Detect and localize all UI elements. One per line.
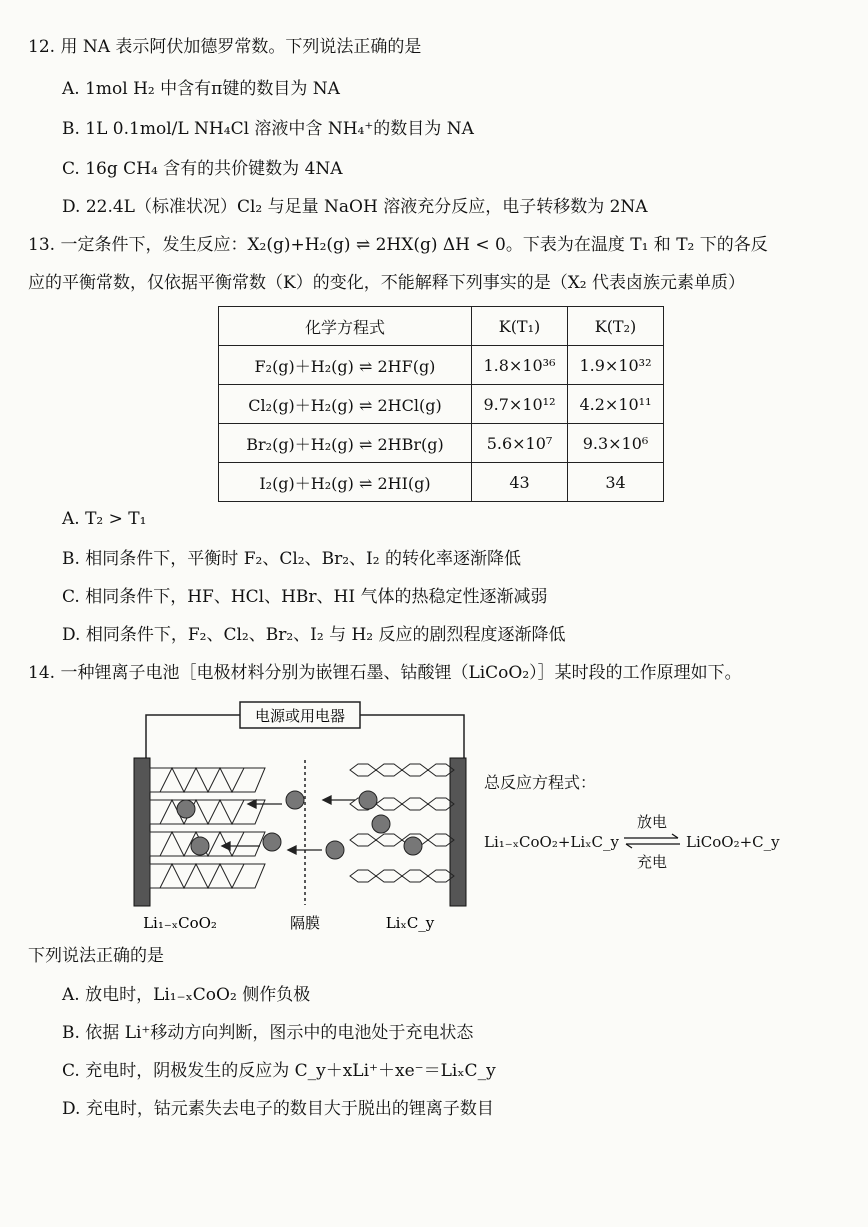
table-cell: 34 bbox=[568, 463, 664, 502]
battery-diagram bbox=[120, 700, 480, 935]
table-cell: 1.9×10³² bbox=[568, 346, 664, 385]
table-cell: F₂(g)＋H₂(g) ⇌ 2HF(g) bbox=[219, 346, 472, 385]
power-source-label: 电源或用电器 bbox=[254, 707, 346, 725]
table-cell: 9.7×10¹² bbox=[472, 385, 568, 424]
lixcy-label: LiₓC_y bbox=[385, 914, 435, 932]
table-cell: 4.2×10¹¹ bbox=[568, 385, 664, 424]
q12-option-b: B. 1L 0.1mol/L NH₄Cl 溶液中含 NH₄⁺的数目为 NA bbox=[62, 119, 474, 139]
q14-option-d: D. 充电时，钴元素失去电子的数目大于脱出的锂离子数目 bbox=[62, 1099, 494, 1119]
q12-option-d: D. 22.4L（标准状况）Cl₂ 与足量 NaOH 溶液充分反应，电子转移数为 2NA bbox=[62, 197, 648, 217]
table-header: K(T₁) bbox=[472, 307, 568, 346]
q12-option-a: A. 1mol H₂ 中含有π键的数目为 NA bbox=[62, 79, 340, 99]
separator-label: 隔膜 bbox=[289, 914, 321, 932]
q12-stem: 12. 用 NA 表示阿伏加德罗常数。下列说法正确的是 bbox=[28, 37, 422, 57]
table-cell: Cl₂(g)＋H₂(g) ⇌ 2HCl(g) bbox=[219, 385, 472, 424]
table-row bbox=[219, 385, 664, 424]
q14-option-a: A. 放电时，Li₁₋ₓCoO₂ 侧作负极 bbox=[62, 985, 311, 1005]
table-cell: I₂(g)＋H₂(g) ⇌ 2HI(g) bbox=[219, 463, 472, 502]
table-cell: Br₂(g)＋H₂(g) ⇌ 2HBr(g) bbox=[219, 424, 472, 463]
table-header: K(T₂) bbox=[568, 307, 664, 346]
q14-stem: 14. 一种锂离子电池［电极材料分别为嵌锂石墨、钴酸锂（LiCoO₂）］某时段的工作原理如下。 bbox=[28, 663, 742, 683]
left-electrode bbox=[134, 758, 150, 906]
licoo2-label: Li₁₋ₓCoO₂ bbox=[143, 914, 217, 932]
q13-option-a: A. T₂ > T₁ bbox=[62, 509, 147, 529]
q13-stem-line2: 应的平衡常数，仅依据平衡常数（K）的变化，不能解释下列事实的是（X₂ 代表卤族元素单质） bbox=[28, 273, 746, 293]
reversible-arrow-icon bbox=[622, 833, 682, 849]
table-cell: 5.6×10⁷ bbox=[472, 424, 568, 463]
discharge-label: 放电 bbox=[636, 813, 667, 831]
q13-option-b: B. 相同条件下，平衡时 F₂、Cl₂、Br₂、I₂ 的转化率逐渐降低 bbox=[62, 549, 521, 569]
right-electrode bbox=[450, 758, 466, 906]
table-row bbox=[219, 424, 664, 463]
table-cell: 1.8×10³⁶ bbox=[472, 346, 568, 385]
lithium-ions bbox=[177, 791, 422, 859]
q14-prompt: 下列说法正确的是 bbox=[28, 946, 164, 966]
total-reaction-title: 总反应方程式： bbox=[484, 773, 597, 792]
q13-option-c: C. 相同条件下，HF、HCl、HBr、HI 气体的热稳定性逐渐减弱 bbox=[62, 587, 548, 607]
total-reaction bbox=[484, 770, 854, 871]
q14-option-c: C. 充电时，阴极发生的反应为 C_y＋xLi⁺＋xe⁻＝LiₓC_y bbox=[62, 1061, 496, 1081]
q14-option-b: B. 依据 Li⁺移动方向判断，图示中的电池处于充电状态 bbox=[62, 1023, 474, 1043]
graphite-layers bbox=[350, 764, 454, 882]
table-header: 化学方程式 bbox=[219, 307, 472, 346]
table-cell: 43 bbox=[472, 463, 568, 502]
equilibrium-constant-table bbox=[218, 306, 664, 502]
table-row bbox=[219, 463, 664, 502]
q13-stem-line1: 13. 一定条件下，发生反应：X₂(g)+H₂(g) ⇌ 2HX(g) ΔH < 0。下表为在温度 T₁ 和 T₂ 下的各反 bbox=[28, 235, 768, 255]
q13-option-d: D. 相同条件下，F₂、Cl₂、Br₂、I₂ 与 H₂ 反应的剧烈程度逐渐降低 bbox=[62, 625, 566, 645]
table-cell: 9.3×10⁶ bbox=[568, 424, 664, 463]
reactants: Li₁₋ₓCoO₂+LiₓC_y bbox=[484, 833, 619, 851]
charge-label: 充电 bbox=[636, 853, 667, 871]
q12-option-c: C. 16g CH₄ 含有的共价键数为 4NA bbox=[62, 159, 343, 179]
licoo2-layers bbox=[150, 768, 265, 888]
products: LiCoO₂+C_y bbox=[686, 833, 780, 851]
table-row bbox=[219, 346, 664, 385]
table-header-row bbox=[219, 307, 664, 346]
